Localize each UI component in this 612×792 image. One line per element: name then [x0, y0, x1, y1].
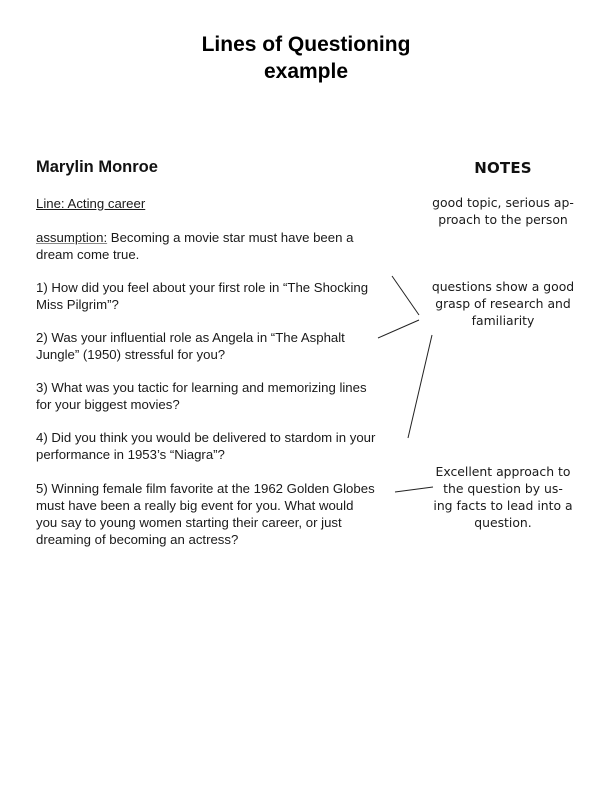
question-3-line-1: 3) What was you tactic for learning and memorizing lines — [36, 380, 367, 395]
question-5-line-3: you say to young women starting their career, or just — [36, 515, 342, 530]
line-of-questioning-label — [36, 195, 145, 212]
note-3-line-4: question. — [474, 515, 532, 530]
question-4-line-2: performance in 1953’s “Niagra”? — [36, 447, 225, 462]
question-2-line-2: Jungle” (1950) stressful for you? — [36, 347, 226, 362]
subject-name-heading: Marylin Monroe — [36, 158, 158, 176]
assumption-label: assumption: — [36, 230, 108, 245]
note-2-line-1: questions show a good — [431, 279, 575, 294]
question-4-line-1: 4) Did you think you would be delivered to stardom in your — [36, 430, 376, 445]
document-title — [0, 31, 612, 85]
assumption-text-2: dream come true. — [36, 247, 140, 262]
assumption-block — [36, 229, 353, 263]
title-line-2: example — [263, 60, 349, 83]
title-line-1: Lines of Questioning — [201, 33, 411, 56]
note-3 — [415, 463, 591, 531]
question-3 — [36, 379, 367, 413]
line-label: Line: Acting career — [36, 196, 146, 211]
connector-q2-to-note2 — [378, 320, 419, 338]
question-1 — [36, 279, 368, 313]
question-1-line-1: 1) How did you feel about your first role in “The Shocking — [36, 280, 369, 295]
question-5 — [36, 480, 375, 548]
question-2-line-1: 2) Was your influential role as Angela in “The Asphalt — [36, 330, 345, 345]
question-5-line-4: dreaming of becoming an actress? — [36, 532, 239, 547]
question-1-line-2: Miss Pilgrim”? — [36, 297, 119, 312]
note-2 — [415, 278, 591, 329]
question-2 — [36, 329, 345, 363]
note-2-line-2: grasp of research and — [435, 296, 571, 311]
question-4 — [36, 429, 375, 463]
note-1-line-1: good topic, serious ap- — [432, 195, 574, 210]
note-3-line-2: the question by us- — [443, 481, 563, 496]
note-3-line-3: ing facts to lead into a — [433, 498, 573, 513]
connector-q4-to-note2 — [408, 335, 432, 438]
note-2-line-3: familiarity — [471, 313, 535, 328]
question-5-line-1: 5) Winning female film favorite at the 1962 Golden Globes — [36, 481, 375, 496]
question-3-line-2: for your biggest movies? — [36, 397, 180, 412]
question-5-line-2: must have been a really big event for you. What would — [36, 498, 354, 513]
note-1 — [415, 194, 591, 228]
note-3-line-1: Excellent approach to — [435, 464, 571, 479]
assumption-text: Becoming a movie star must have been a — [107, 230, 354, 245]
notes-heading: NOTES — [474, 159, 532, 177]
note-1-line-2: proach to the person — [438, 212, 568, 227]
